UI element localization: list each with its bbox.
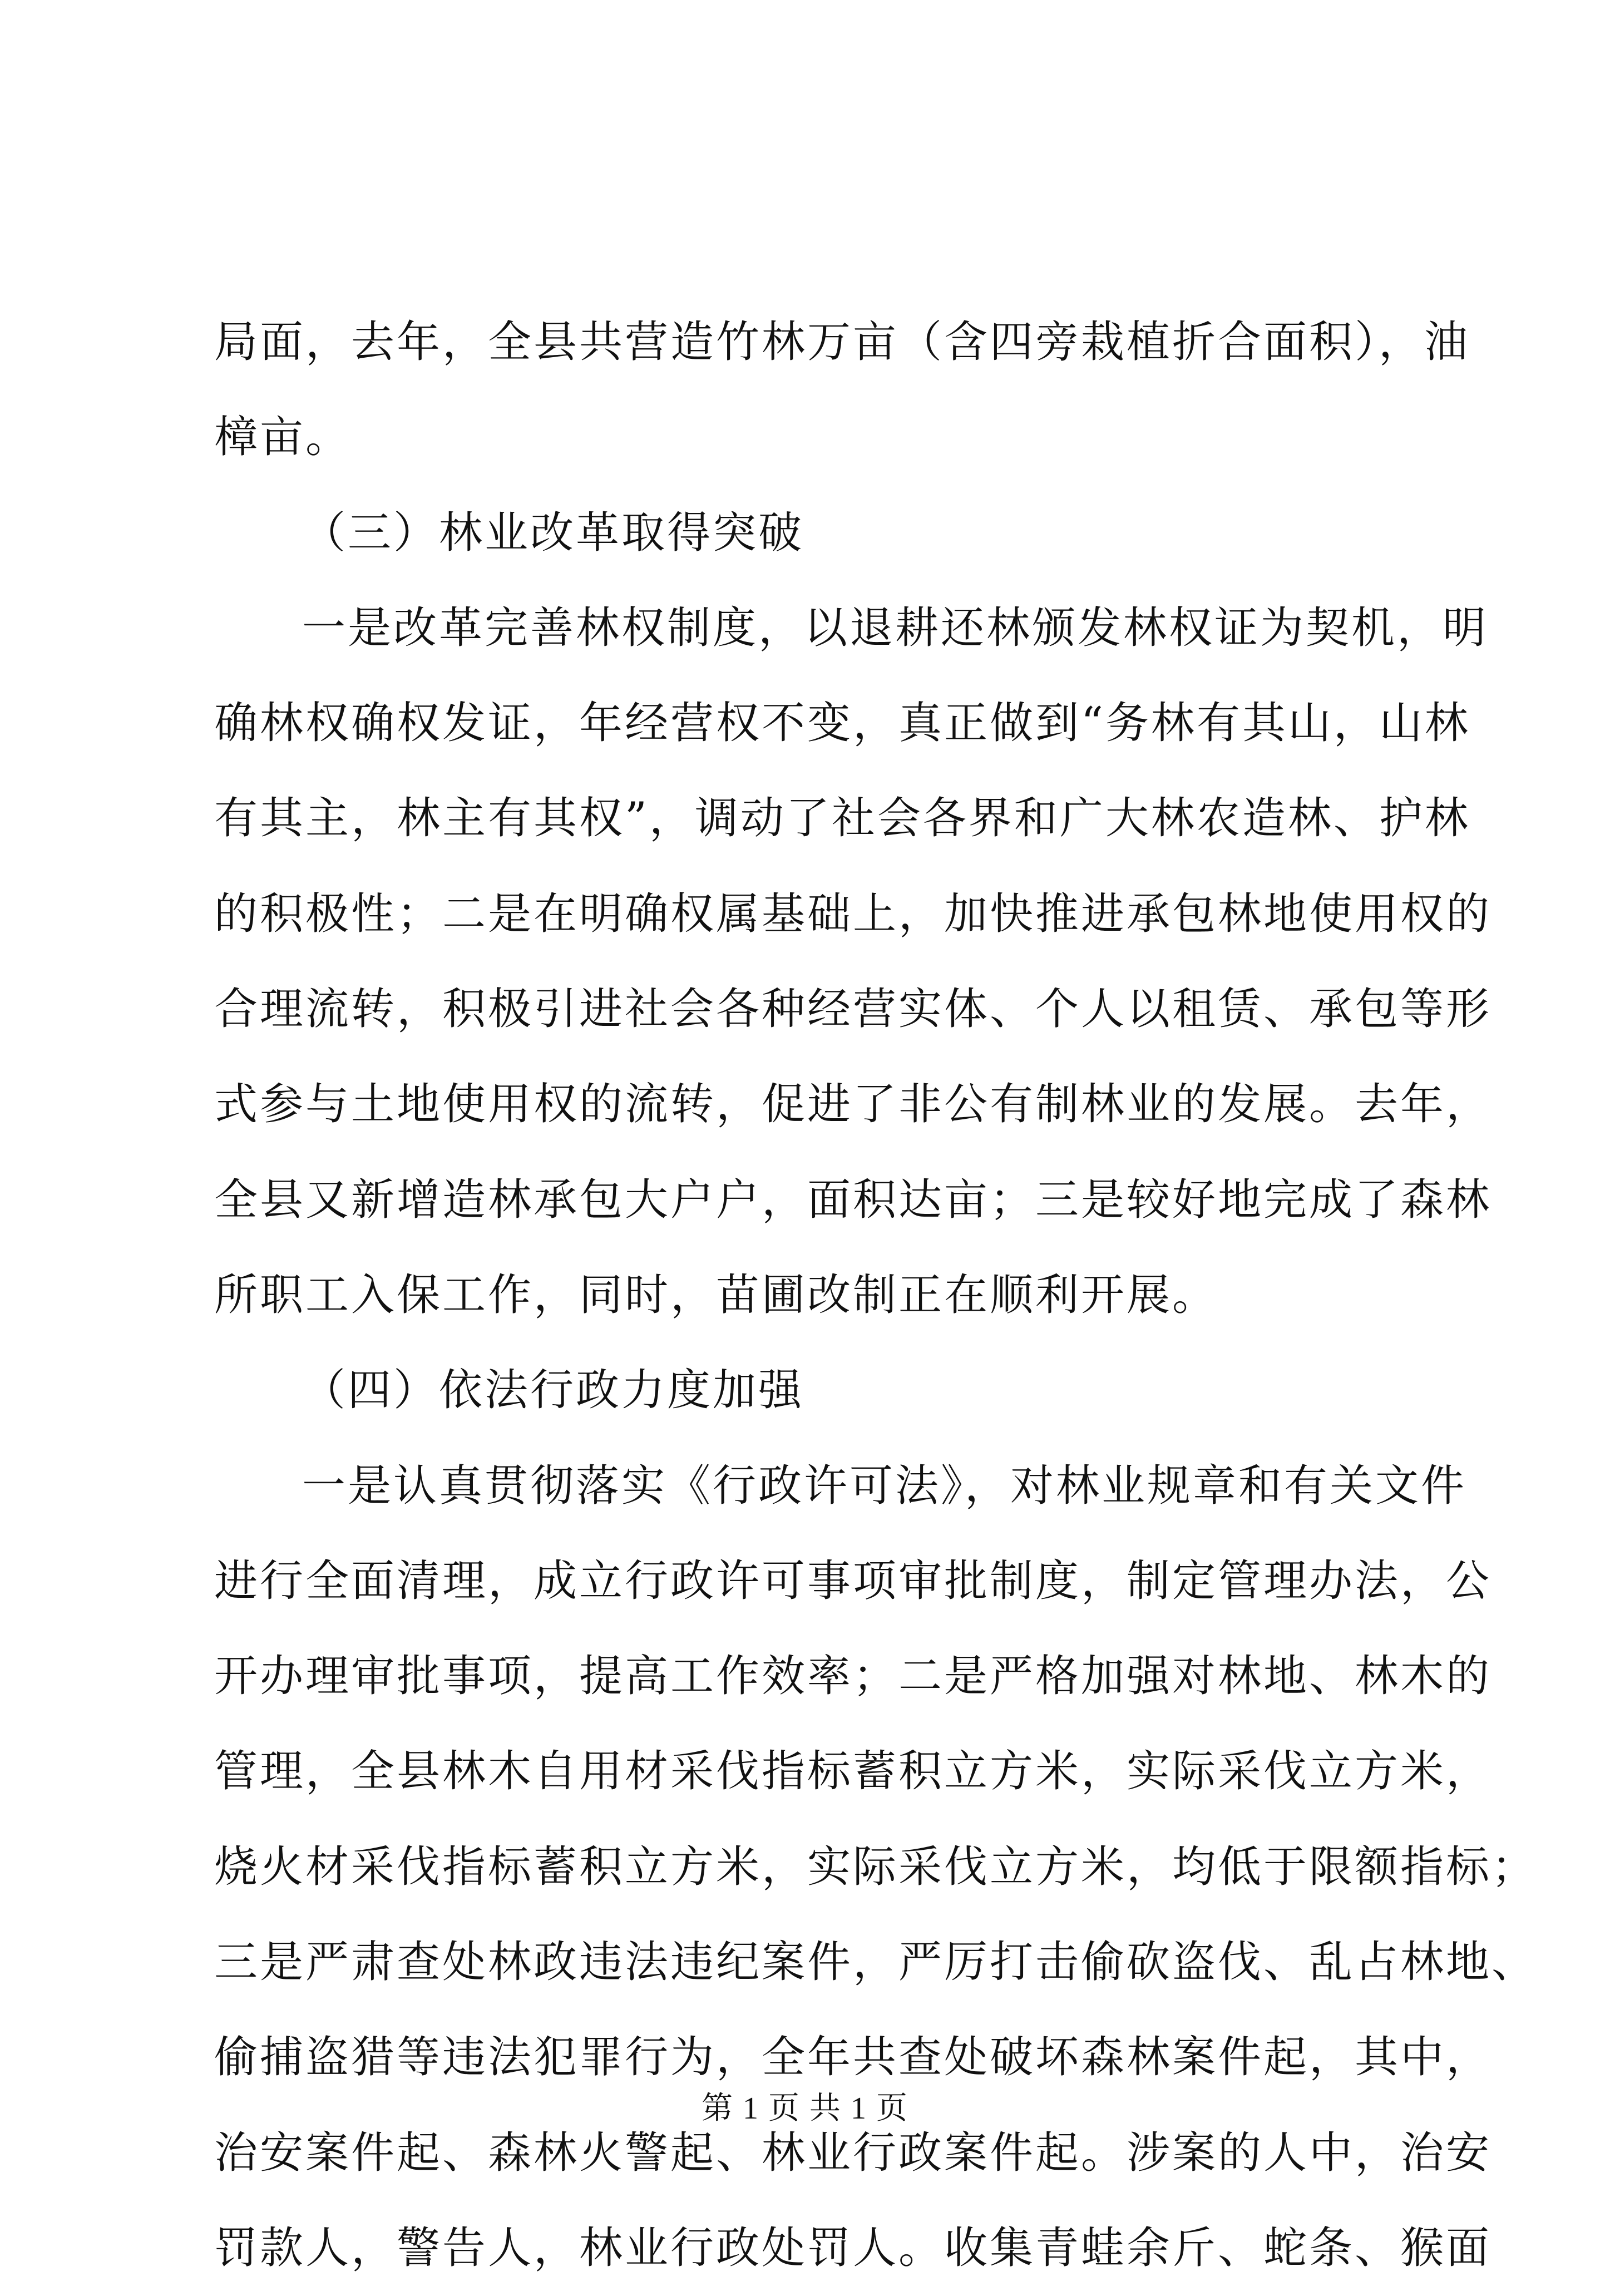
text-line: 的积极性；二是在明确权属基础上，加快推进承包林地使用权的: [214, 888, 1492, 939]
text-line: 管理，全县林木自用材采伐指标蓄积立方米，实际采伐立方米，: [214, 1746, 1492, 1797]
text-line: 式参与土地使用权的流转，促进了非公有制林业的发展。去年，: [214, 1079, 1492, 1130]
text-line: 一是改革完善林权制度，以退耕还林颁发林权证为契机，明: [302, 603, 1489, 653]
text-line: 开办理审批事项，提高工作效率；二是严格加强对林地、林木的: [214, 1651, 1492, 1702]
text-line: 所职工入保工作，同时，苗圃改制正在顺利开展。: [214, 1270, 1218, 1320]
text-line: 治安案件起、森林火警起、林业行政案件起。涉案的人中，治安: [214, 2127, 1492, 2178]
document-body: [214, 295, 1538, 2296]
text-line: 确林权确权发证，年经营权不变，真正做到“务林有其山，山林: [214, 698, 1470, 749]
text-line: 一是认真贯彻落实《行政许可法》，对林业规章和有关文件: [302, 1460, 1467, 1511]
text-line: 局面，去年，全县共营造竹林万亩（含四旁栽植折合面积），油: [214, 317, 1470, 367]
text-line: 偷捕盗猎等违法犯罪行为，全年共查处破坏森林案件起，其中，: [214, 2032, 1492, 2083]
text-line: 合理流转，积极引进社会各种经营实体、个人以租赁、承包等形: [214, 984, 1492, 1035]
text-line: 三是严肃查处林政违法违纪案件，严厉打击偷砍盗伐、乱占林地、: [214, 1937, 1538, 1988]
text-line: 全县又新增造林承包大户户，面积达亩；三是较好地完成了森林: [214, 1174, 1492, 1225]
text-line: 进行全面清理，成立行政许可事项审批制度，制定管理办法，公: [214, 1556, 1492, 1606]
section-heading: （四）依法行政力度加强: [302, 1365, 804, 1416]
page-number-footer: 第 1 页 共 1 页: [702, 2091, 908, 2126]
text-line: 烧火材采伐指标蓄积立方米，实际采伐立方米，均低于限额指标；: [214, 1841, 1538, 1892]
text-line: 樟亩。: [214, 412, 352, 463]
text-line: 有其主，林主有其权”，调动了社会各界和广大林农造林、护林: [214, 793, 1470, 844]
section-heading: （三）林业改革取得突破: [302, 507, 804, 558]
text-line: 罚款人，警告人，林业行政处罚人。收集青蛙余斤、蛇条、猴面: [214, 2223, 1492, 2273]
